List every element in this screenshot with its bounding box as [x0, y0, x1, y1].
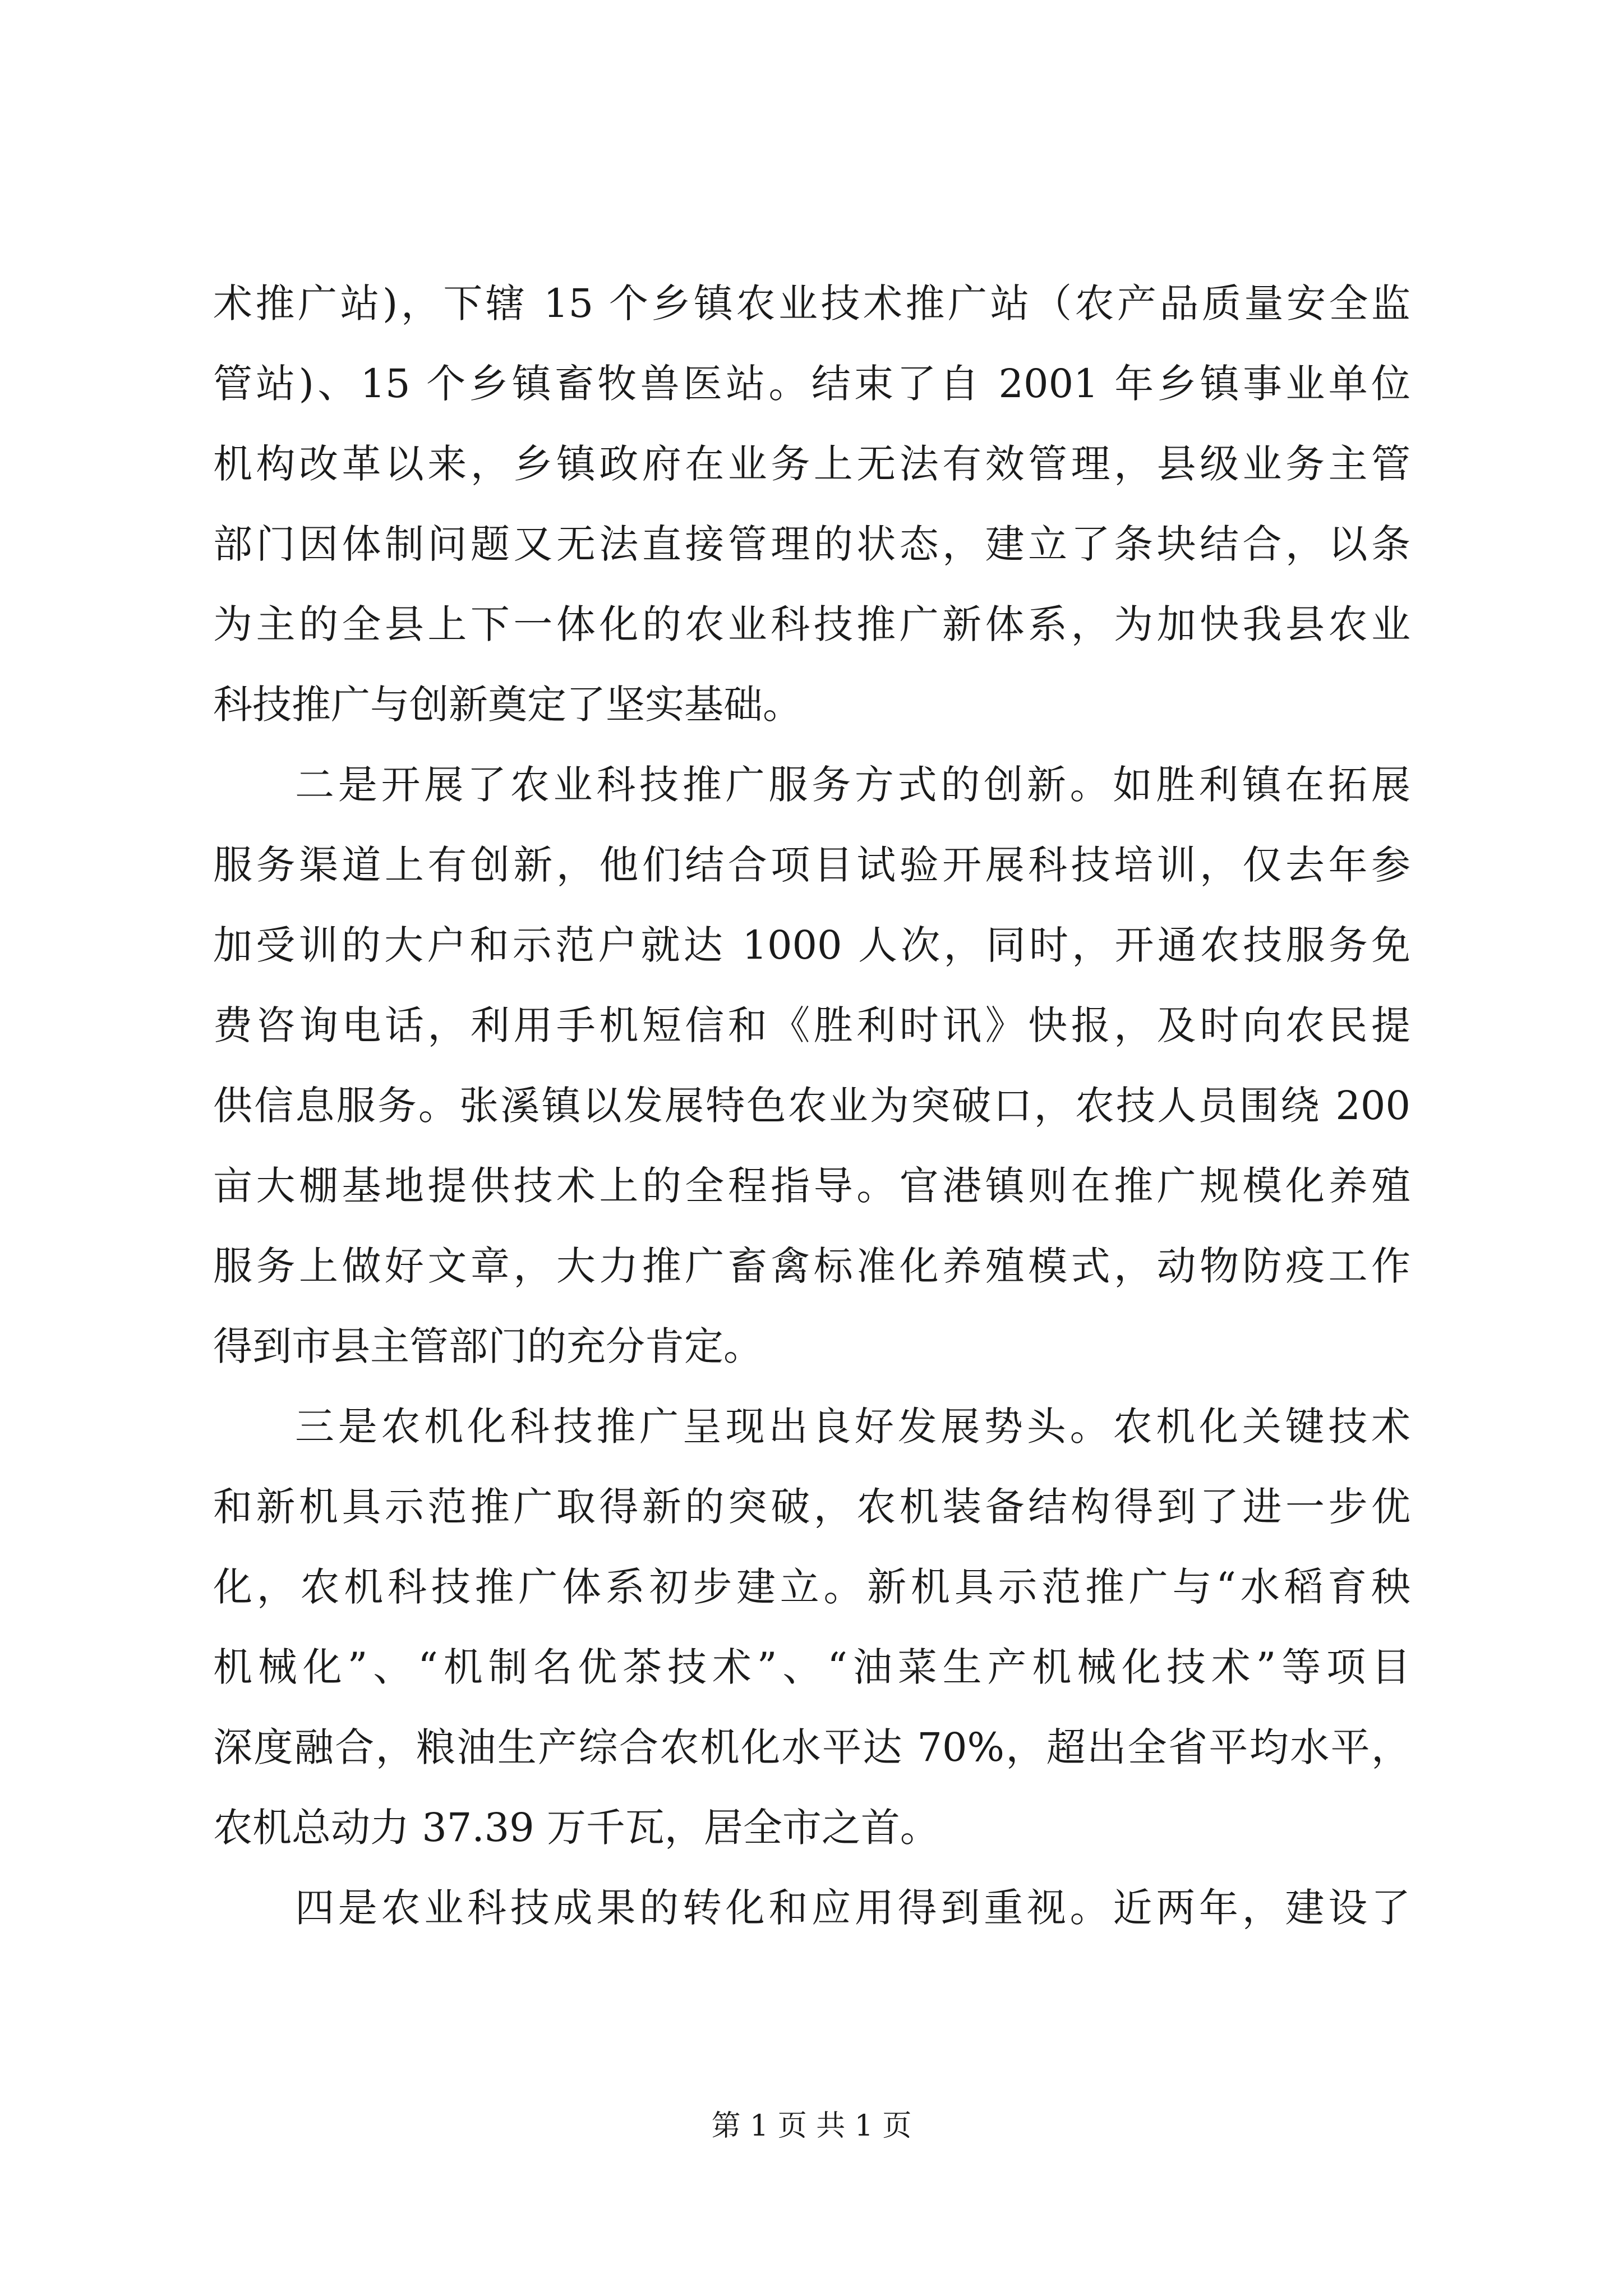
text-line: 部门因体制问题又无法直接管理的状态，建立了条块结合，以条 — [213, 521, 1410, 567]
text-line: 服务渠道上有创新，他们结合项目试验开展科技培训，仅去年参 — [213, 842, 1410, 888]
text-line: 管站)、15 个乡镇畜牧兽医站。结束了自 2001 年乡镇事业单位 — [213, 361, 1410, 407]
document-body — [213, 264, 1410, 1948]
text-line: 深度融合，粮油生产综合农机化水平达 70%，超出全省平均水平， — [213, 1724, 1410, 1770]
text-line: 三是农机化科技推广呈现出良好发展势头。农机化关键技术 — [295, 1404, 1410, 1450]
text-line: 得到市县主管部门的充分肯定。 — [213, 1323, 763, 1369]
text-line: 亩大棚基地提供技术上的全程指导。官港镇则在推广规模化养殖 — [213, 1163, 1410, 1209]
text-line: 服务上做好文章，大力推广畜禽标准化养殖模式，动物防疫工作 — [213, 1243, 1410, 1289]
text-line: 农机总动力 37.39 万千瓦，居全市之首。 — [213, 1805, 939, 1851]
text-line: 为主的全县上下一体化的农业科技推广新体系，为加快我县农业 — [213, 601, 1410, 647]
text-line: 术推广站)，下辖 15 个乡镇农业技术推广站（农产品质量安全监 — [213, 280, 1410, 326]
text-line: 机械化”、“机制名优茶技术”、“油菜生产机械化技术”等项目 — [213, 1644, 1410, 1690]
text-line: 四是农业科技成果的转化和应用得到重视。近两年，建设了 — [295, 1885, 1410, 1931]
text-line: 化，农机科技推广体系初步建立。新机具示范推广与“水稻育秧 — [213, 1564, 1410, 1610]
text-line: 加受训的大户和示范户就达 1000 人次，同时，开通农技服务免 — [213, 922, 1410, 968]
text-line: 费咨询电话，利用手机短信和《胜利时讯》快报，及时向农民提 — [213, 1002, 1410, 1048]
text-line: 科技推广与创新奠定了坚实基础。 — [213, 682, 802, 728]
text-line: 二是开展了农业科技推广服务方式的创新。如胜利镇在拓展 — [295, 762, 1410, 808]
page-footer: 第 1 页 共 1 页 — [711, 2109, 912, 2143]
text-line: 和新机具示范推广取得新的突破，农机装备结构得到了进一步优 — [213, 1484, 1410, 1530]
text-line: 供信息服务。张溪镇以发展特色农业为突破口，农技人员围绕 200 — [213, 1083, 1410, 1129]
text-line: 机构改革以来，乡镇政府在业务上无法有效管理，县级业务主管 — [213, 441, 1410, 487]
